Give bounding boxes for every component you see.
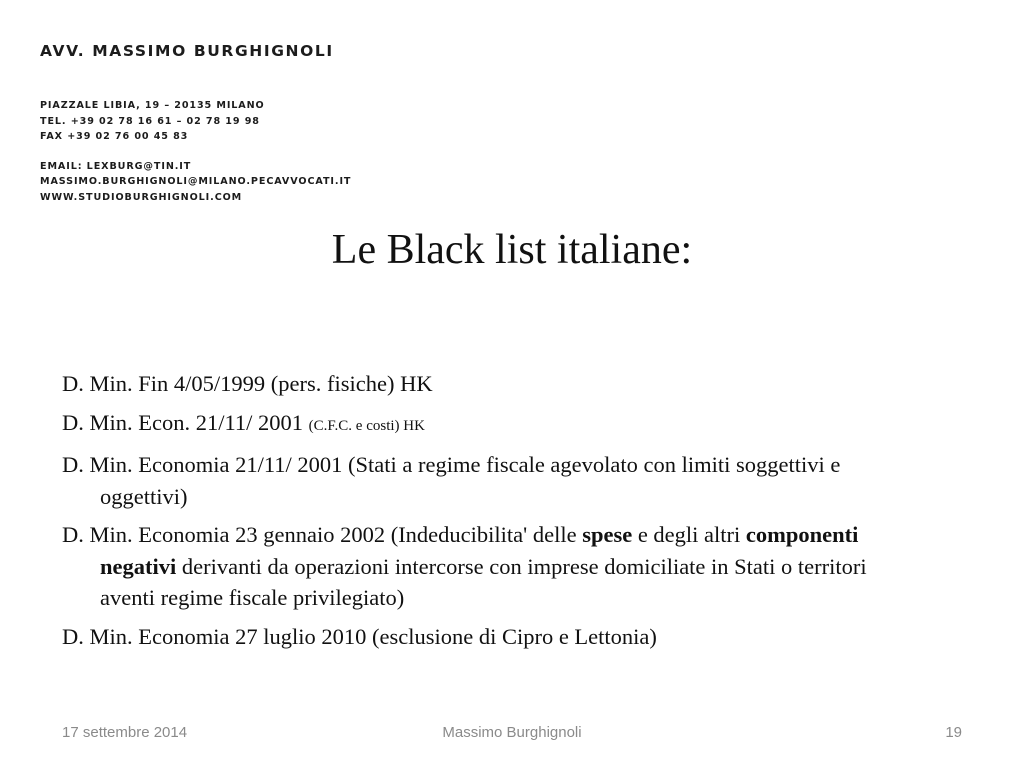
slide-title: Le Black list italiane: (331, 227, 693, 273)
footer-page-number: 19 (945, 724, 962, 741)
slide-content (62, 368, 922, 659)
list-item-text: D. Min. Economia 21/11/ 2001 (Stati a regime fiscale agevolato con limiti soggettivi e oggettivi) (62, 452, 841, 509)
list-item-text: e degli altri (632, 522, 746, 547)
letterhead-email: EMAIL: LEXBURG@TIN.IT (40, 160, 192, 172)
list-item (62, 449, 922, 512)
list-item-text: D. Min. Economia 23 gennaio 2002 (Indeducibilita' delle (62, 522, 583, 547)
letterhead-website: WWW.STUDIOBURGHIGNOLI.COM (40, 191, 243, 203)
list-item-text: D. Min. Fin 4/05/1999 (pers. fisiche) HK (62, 371, 433, 396)
list-item-text: D. Min. Econ. 21/11/ 2001 (62, 409, 309, 435)
list-item (62, 368, 922, 400)
letterhead-tel: TEL. +39 02 78 16 61 – 02 78 19 98 (40, 115, 260, 127)
list-item (62, 519, 922, 614)
list-item-note: (C.F.C. e costi) HK (308, 417, 425, 434)
letterhead-address: PIAZZALE LIBIA, 19 – 20135 MILANO (40, 100, 265, 111)
list-item-text: D. Min. Economia 27 luglio 2010 (esclusione di Cipro e Lettonia) (62, 623, 657, 649)
list-item (62, 407, 922, 443)
emphasis-spese: spese (582, 522, 633, 547)
letterhead-name: AVV. MASSIMO BURGHIGNOLI (40, 42, 334, 60)
footer-author: Massimo Burghignoli (442, 724, 582, 741)
footer-date: 17 settembre 2014 (62, 724, 188, 741)
letterhead-contacts (40, 98, 351, 145)
emphasis-componenti-negativi: componenti negativi (100, 522, 859, 579)
letterhead-pec: MASSIMO.BURGHIGNOLI@MILANO.PECAVVOCATI.IT (40, 176, 352, 187)
letterhead-online (40, 159, 351, 206)
letterhead-fax: FAX +39 02 76 00 45 83 (40, 131, 189, 142)
letterhead (40, 40, 351, 205)
list-item (62, 621, 922, 653)
list-item-text: derivanti da operazioni intercorse con imprese domiciliate in Stati o territori aventi regime fiscale privilegiato) (100, 553, 867, 610)
